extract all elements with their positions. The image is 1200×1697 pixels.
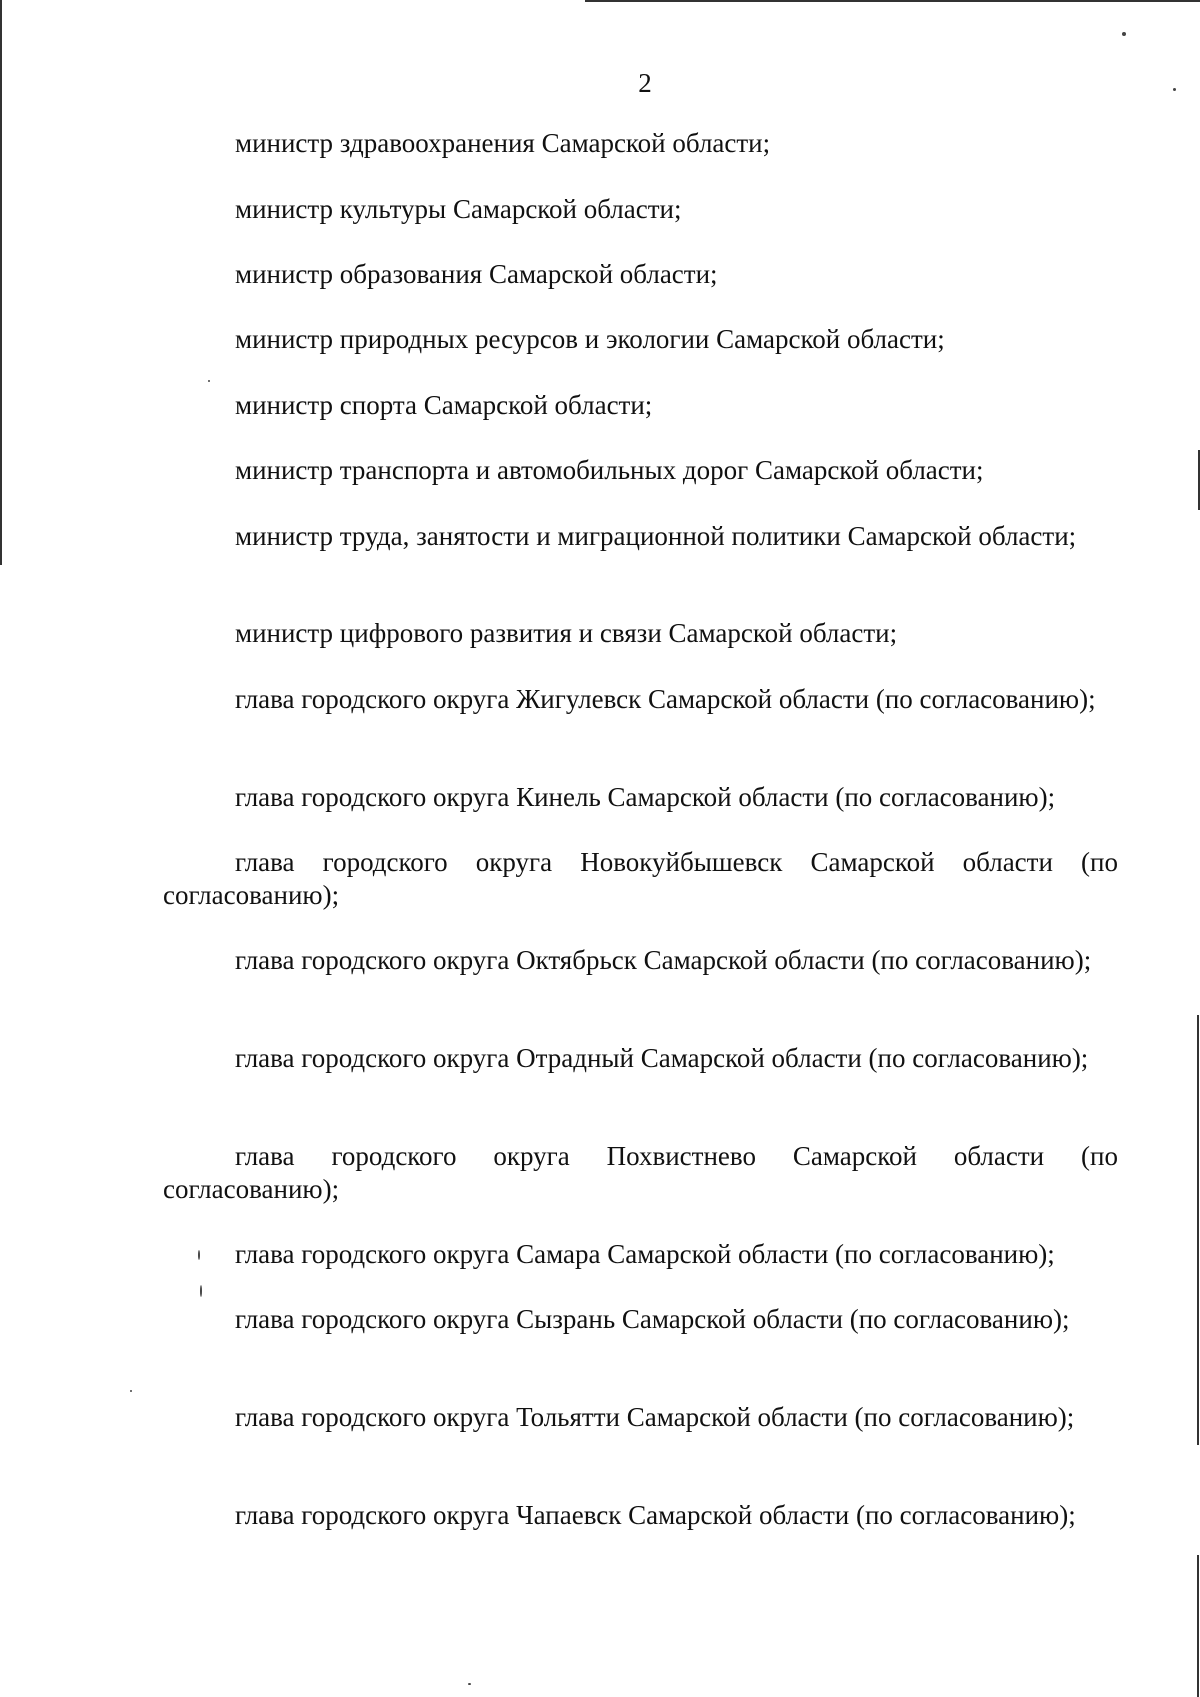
scan-speck bbox=[1122, 32, 1126, 36]
scan-speck bbox=[468, 1683, 471, 1685]
list-item: глава городского округа Сызрань Самарской области (по согласованию); bbox=[235, 1304, 1070, 1334]
list-item: глава городского округа Самара Самарской области (по согласованию); bbox=[235, 1239, 1055, 1269]
list-item: министр труда, занятости и миграционной политики Самарской области; bbox=[235, 521, 1077, 551]
scan-speck bbox=[208, 380, 210, 382]
list-item: глава городского округа Похвистнево Самарской области (по согласованию); bbox=[163, 1141, 1118, 1204]
list-item: глава городского округа Октябрьск Самарской области (по согласованию); bbox=[235, 945, 1092, 975]
list-item: министр образования Самарской области; bbox=[235, 259, 718, 289]
list-item: глава городского округа Новокуйбышевск Самарской области (по согласованию); bbox=[163, 847, 1118, 910]
list-item: глава городского округа Кинель Самарской области (по согласованию); bbox=[235, 782, 1056, 812]
list-item: министр культуры Самарской области; bbox=[235, 194, 682, 224]
page-number: 2 bbox=[638, 68, 652, 98]
scan-edge-line-right-3 bbox=[1197, 1555, 1199, 1697]
list-item: министр транспорта и автомобильных дорог Самарской области; bbox=[235, 455, 984, 485]
list-item: глава городского округа Жигулевск Самарской области (по согласованию); bbox=[235, 684, 1096, 714]
list-item: министр спорта Самарской области; bbox=[235, 390, 653, 420]
list-item: министр природных ресурсов и экологии Самарской области; bbox=[235, 324, 945, 354]
scan-edge-line-top bbox=[585, 0, 1200, 2]
list-item: глава городского округа Чапаевск Самарской области (по согласованию); bbox=[235, 1500, 1076, 1530]
list-item: министр цифрового развития и связи Самарской области; bbox=[235, 618, 898, 648]
list-item: глава городского округа Тольятти Самарской области (по согласованию); bbox=[235, 1402, 1075, 1432]
list-item: глава городского округа Отрадный Самарской области (по согласованию); bbox=[235, 1043, 1089, 1073]
scan-speck bbox=[130, 1390, 132, 1392]
list-item: министр здравоохранения Самарской области; bbox=[235, 128, 771, 158]
scan-edge-line-right-2 bbox=[1197, 1015, 1199, 1445]
scan-speck bbox=[200, 1285, 202, 1297]
